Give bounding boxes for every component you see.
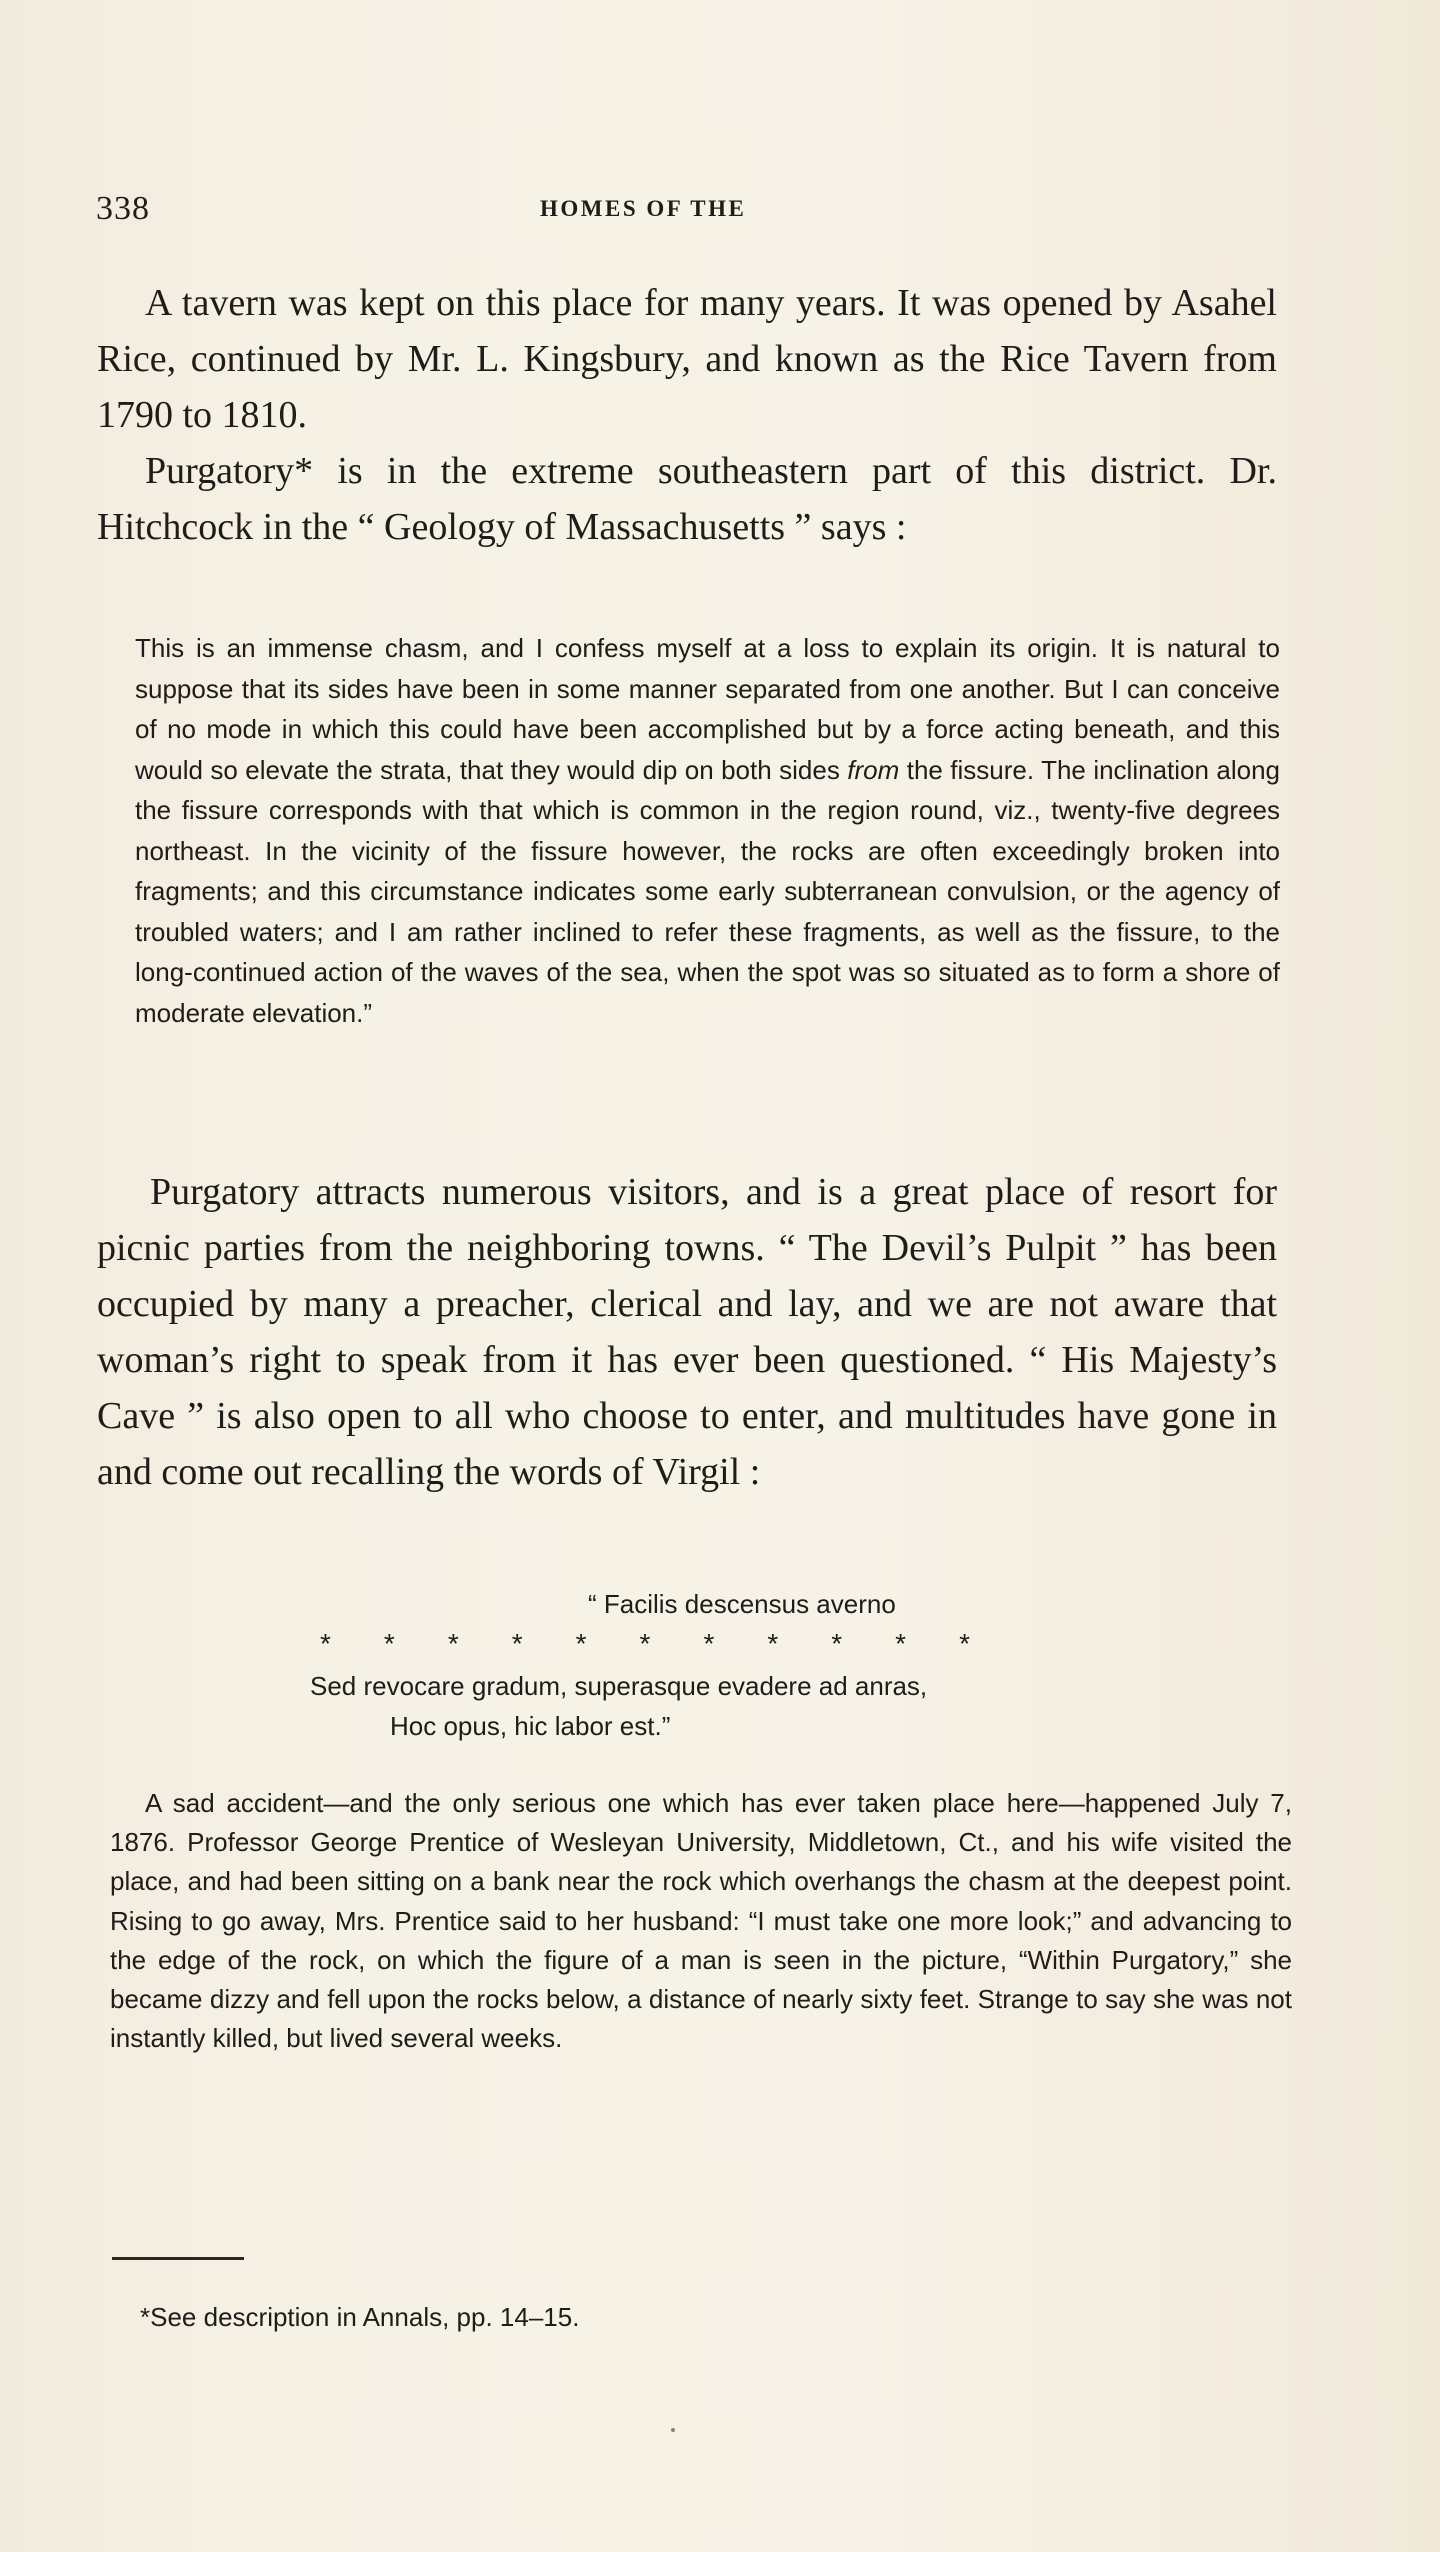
verse-asterisks	[320, 1624, 970, 1664]
verse-star: *	[831, 1628, 843, 1659]
verse-star: *	[959, 1628, 970, 1659]
quote-italic-word: from	[847, 754, 900, 785]
verse-star: *	[447, 1628, 459, 1659]
footnote-marker: *	[140, 2302, 151, 2332]
page-header	[96, 190, 1296, 226]
quote-text-after-italic: the fissure. The inclination along the fissure corresponds with that which is common in the region round, viz., twenty-five degrees northeast. In the vicinity of the fissure however, the rocks are often exceedingly broken into fragments; and this circumstance indicates some early subterranean convulsion, or the agency of troubled waters; and I am rather inclined to refer these fragments, as well as the fissure, to the long-continued action of the waves of the sea, when the spot was so situated as to form a shore of moderate elevation.”	[135, 754, 1281, 1028]
verse-star: *	[320, 1628, 331, 1659]
intro-text	[97, 275, 1277, 555]
quote-text-before-italic: This is an immense chasm, and I confess myself at a loss to explain its origin. It is natural to suppose that its sides have been in some manner separated from one another. But I can conceive of no mode in which this could have been accomplished but by a force acting beneath, and this would so elevate the strata, that they would dip on both sides	[135, 633, 1280, 785]
verse-star: *	[575, 1628, 587, 1659]
verse-star: *	[895, 1628, 907, 1659]
verse-star: *	[383, 1628, 395, 1659]
running-head: HOMES OF THE	[540, 196, 747, 221]
hitchcock-quote	[135, 628, 1280, 1033]
verse-line-1: “ Facilis descensus averno	[588, 1589, 896, 1619]
footnote	[140, 2300, 579, 2334]
verse-star: *	[703, 1628, 715, 1659]
page-number: 338	[96, 190, 150, 227]
verse-line-2: Sed revocare gradum, superasque evadere ad anras,	[310, 1671, 928, 1701]
footnote-divider	[112, 2257, 244, 2260]
paper-speck	[671, 2428, 675, 2432]
verse-star: *	[511, 1628, 523, 1659]
verse-star: *	[767, 1628, 779, 1659]
verse-line-3: Hoc opus, hic labor est.”	[390, 1711, 671, 1741]
footnote-text: See description in Annals, pp. 14–15.	[150, 2302, 580, 2332]
tavern-paragraph: A tavern was kept on this place for many years. It was opened by Asahel Rice, continued by Mr. L. Kingsbury, and known as the Rice Tavern from 1790 to 1810.	[97, 282, 1277, 436]
accident-paragraph: A sad accident—and the only serious one which has ever taken place here—happened July 7, 1876. Professor George Prentice of Wesleyan University, Middletown, Ct., and his wife visited the place, and had been sitting on a bank near the rock which overhangs the chasm at the deepest point. Rising to go away, Mrs. Prentice said to her husband: “I must take one more look;” and advancing to the edge of the rock, on which the figure of a man is seen in the picture, “Within Purgatory,” she became dizzy and fell upon the rocks below, a distance of nearly sixty feet. Strange to say she was not instantly killed, but lived several weeks.	[110, 1788, 1292, 2054]
purgatory-paragraph: Purgatory* is in the extreme southeastern part of this district. Dr. Hitchcock in the “ Geology of Massachusetts ” says :	[97, 450, 1277, 548]
visitors-paragraph: Purgatory attracts numerous visitors, and is a great place of resort for picnic parties from the neighboring towns. “ The Devil’s Pulpit ” has been occupied by many a preacher, clerical and lay, and we are not aware that woman’s right to speak from it has ever been questioned. “ His Majesty’s Cave ” is also open to all who choose to enter, and multitudes have gone in and come out recalling the words of Virgil :	[97, 1171, 1277, 1493]
verse-star: *	[639, 1628, 651, 1659]
